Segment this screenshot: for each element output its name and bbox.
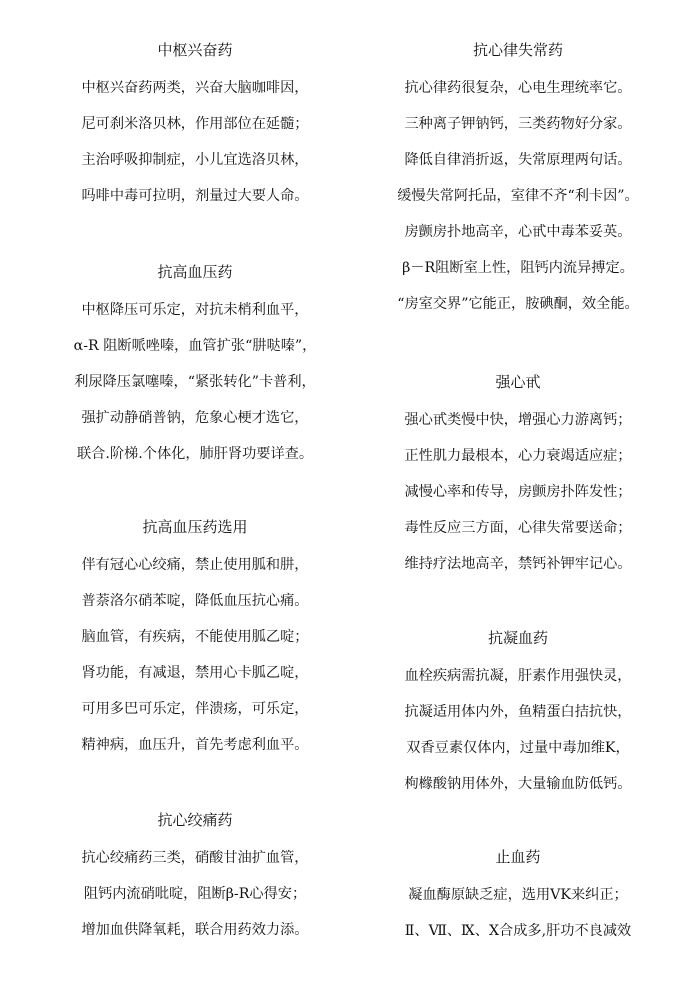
verse-line: 凝血酶原缺乏症，选用VK来纠正； (408, 887, 628, 903)
verse-line: 可用多巴可乐定，伴溃疡，可乐定， (81, 701, 309, 717)
section-cns-stimulants (45, 40, 345, 222)
section-title: 抗心绞痛药 (157, 811, 233, 829)
verse-lines (368, 410, 668, 590)
section-title: 抗高血压药 (157, 263, 233, 281)
verse-line: 缓慢失常阿托品，室律不齐“利卡因”。 (397, 188, 639, 204)
section-title: 抗凝血药 (487, 629, 548, 647)
section-antihypertensive-selection (45, 517, 345, 771)
verse-line: 普萘洛尔硝苯啶，降低血压抗心痛。 (81, 593, 309, 609)
verse-line: 降低自律消折返，失常原理两句话。 (404, 152, 632, 168)
verse-line: 尼可刹米洛贝林，作用部位在延髓； (81, 116, 309, 132)
verse-line: 阻钙内流硝吡啶，阻断β-R心得安； (83, 886, 307, 902)
verse-line: 肾功能，有减退，禁用心卡胍乙啶， (81, 665, 309, 681)
verse-line: Ⅱ、Ⅶ、Ⅸ、Ⅹ合成多,肝功不良减效 (404, 923, 632, 939)
verse-line: 强心甙类慢中快，增强心力游离钙； (404, 412, 632, 428)
verse-line: 伴有冠心心绞痛，禁止使用胍和肼， (81, 557, 309, 573)
verse-line: 双香豆素仅体内，过量中毒加维K， (406, 740, 630, 756)
verse-line: 枸橼酸钠用体外，大量输血防低钙。 (404, 776, 632, 792)
verse-line: 中枢降压可乐定，对抗未梢利血平， (81, 302, 309, 318)
section-title: 抗高血压药选用 (142, 518, 248, 536)
verse-line: 抗凝适用体内外，鱼精蛋白拮抗快， (404, 704, 632, 720)
verse-line: 维持疗法地高辛，禁钙补钾牢记心。 (404, 556, 632, 572)
section-antihypertensives (45, 262, 345, 480)
verse-line: 吗啡中毒可拉明，剂量过大要人命。 (81, 188, 309, 204)
section-title: 中枢兴奋药 (157, 41, 233, 59)
verse-line: 三种离子钾钠钙，三类药物好分家。 (404, 116, 632, 132)
verse-lines (368, 885, 668, 957)
verse-line: 正性肌力最根本，心力衰竭适应症； (404, 448, 632, 464)
section-cardiac-glycosides (368, 372, 668, 590)
verse-line: 联合.阶梯.个体化，肺肝肾功要详查。 (76, 446, 314, 462)
section-antianginals (45, 810, 345, 956)
verse-line: α-R 阻断哌唑嗪，血管扩张“肼哒嗪”， (73, 338, 317, 354)
section-title: 强心甙 (495, 373, 541, 391)
verse-line: 毒性反应三方面，心律失常要送命； (404, 520, 632, 536)
verse-lines (45, 555, 345, 771)
verse-line: 脑血管，有疾病，不能使用胍乙啶； (81, 629, 309, 645)
section-anticoagulants (368, 628, 668, 810)
verse-line: 房颤房扑地高辛，心甙中毒苯妥英。 (404, 224, 632, 240)
section-title: 抗心律失常药 (472, 41, 563, 59)
verse-line: 减慢心率和传导，房颤房扑阵发性； (404, 484, 632, 500)
verse-line: 抗心律药很复杂，心电生理统率它。 (404, 80, 632, 96)
verse-line: “房室交界”它能正，胺碘酮，效全能。 (397, 296, 639, 312)
verse-lines (45, 78, 345, 222)
verse-line: 强扩动静硝普钠，危象心梗才选它， (81, 410, 309, 426)
verse-lines (368, 666, 668, 810)
verse-line: 增加血供降氧耗，联合用药效力添。 (81, 922, 309, 938)
verse-line: 血栓疾病需抗凝，肝素作用强快灵， (404, 668, 632, 684)
section-antiarrhythmics (368, 40, 668, 330)
verse-line: 精神病，血压升，首先考虑利血平。 (81, 737, 309, 753)
verse-lines (368, 78, 668, 330)
verse-line: 中枢兴奋药两类，兴奋大脑咖啡因， (81, 80, 309, 96)
verse-line: 主治呼吸抑制症，小儿宜选洛贝林， (81, 152, 309, 168)
section-hemostatics (368, 847, 668, 957)
verse-line: 利尿降压氯噻嗪，“紧张转化”卡普利， (74, 374, 316, 390)
verse-lines (45, 848, 345, 956)
section-title: 止血药 (495, 848, 541, 866)
verse-lines (45, 300, 345, 480)
verse-line: 抗心绞痛药三类，硝酸甘油扩血管， (81, 850, 309, 866)
verse-line: β－R阻断室上性，阻钙内流异搏定。 (402, 260, 634, 276)
